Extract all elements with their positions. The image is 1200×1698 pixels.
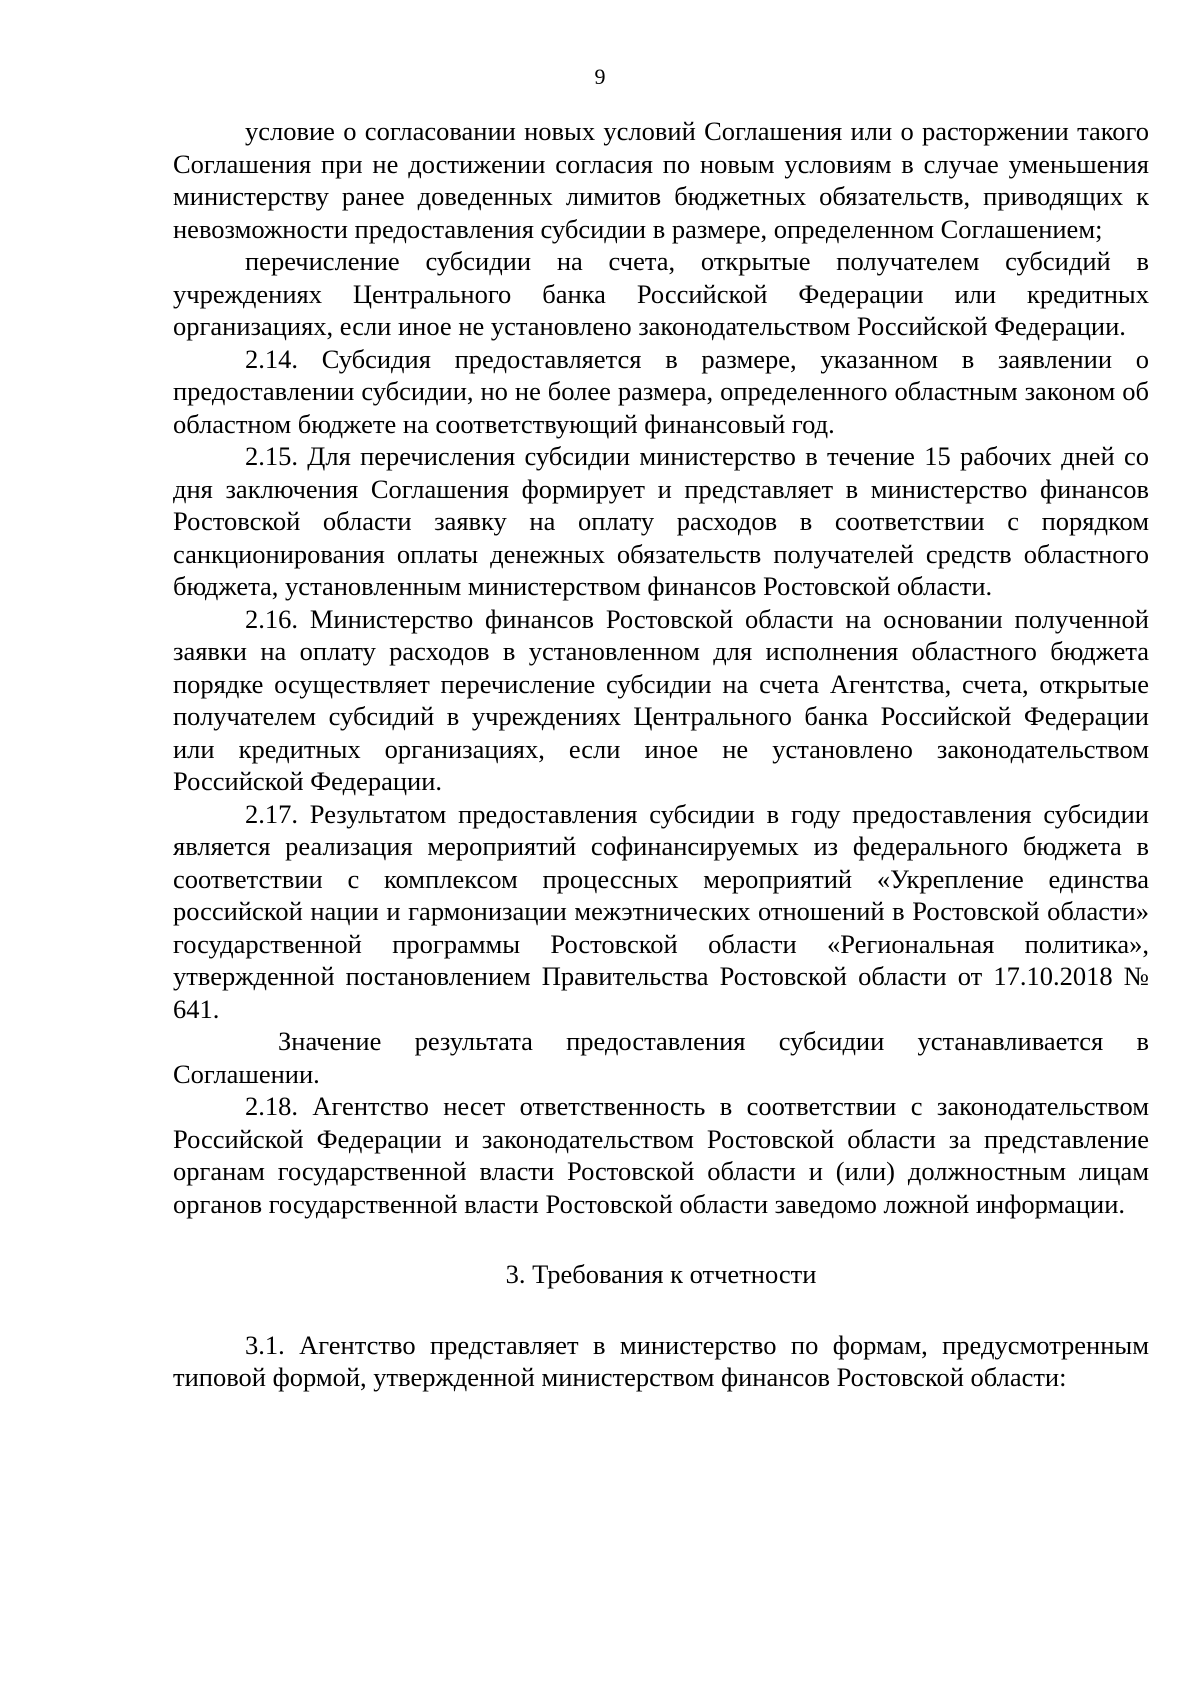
- paragraph-agreement-condition: условие о согласовании новых условий Соглашения или о расторжении такого Соглашения при не достижении согласия по новым условиям в случае уменьшения министерству ранее доведенных лимитов бюджетных обязательств, приводящих к невозможности предоставления субсидии в размере, определенном Соглашением;: [173, 116, 1149, 244]
- paragraph-3-1: 3.1. Агентство представляет в министерство по формам, предусмотренным типовой формой, утвержденной министерством финансов Ростовской области:: [173, 1329, 1149, 1392]
- paragraph-2-14: 2.14. Субсидия предоставляется в размере, указанном в заявлении о предоставлении субсидии, но не более размера, определенного областным законом об областном бюджете на соответствующий финансовый год.: [173, 343, 1149, 439]
- page-number: 9: [594, 64, 606, 89]
- paragraph-2-16: 2.16. Министерство финансов Ростовской области на основании полученной заявки на оплату расходов в установленном для исполнения областного бюджета порядке осуществляет перечисление субсидии на счета Агентства, счета, открытые получателем субсидий в учреждениях Центрального банка Российской Федерации или кредитных организациях, если иное не установлено законодательством Российской Федерации.: [173, 603, 1149, 796]
- paragraph-2-18: 2.18. Агентство несет ответственность в соответствии с законодательством Российской Федерации и законодательством Ростовской области за представление органам государственной власти Ростовской области и (или) должностным лицам органов государственной власти Ростовской области заведомо ложной информации.: [173, 1091, 1149, 1219]
- section-heading: 3. Требования к отчетности: [505, 1259, 817, 1289]
- paragraph-2-17: 2.17. Результатом предоставления субсидии в году предоставления субсидии является реализация мероприятий софинансируемых из федерального бюджета в соответствии с комплексом процессных мероприятий «Укрепление единства российской нации и гармонизации межэтнических отношений в Ростовской области» государственной программы Ростовской области «Региональная политика», утвержденной постановлением Правительства Ростовской области от 17.10.2018 № 641.: [173, 798, 1149, 1024]
- paragraph-2-15: 2.15. Для перечисления субсидии министерство в течение 15 рабочих дней со дня заключения Соглашения формирует и представляет в министерство финансов Ростовской области заявку на оплату расходов в соответствии с порядком санкционирования оплаты денежных обязательств получателей средств областного бюджета, установленным министерством финансов Ростовской области.: [173, 441, 1149, 601]
- paragraph-result-value: Значение результата предоставления субсидии устанавливается в Соглашении.: [173, 1026, 1149, 1089]
- paragraph-subsidy-transfer: перечисление субсидии на счета, открытые получателем субсидий в учреждениях Центрального банка Российской Федерации или кредитных организациях, если иное не установлено законодательством Российской Федерации.: [173, 246, 1149, 341]
- document-body: [173, 115, 1149, 1394]
